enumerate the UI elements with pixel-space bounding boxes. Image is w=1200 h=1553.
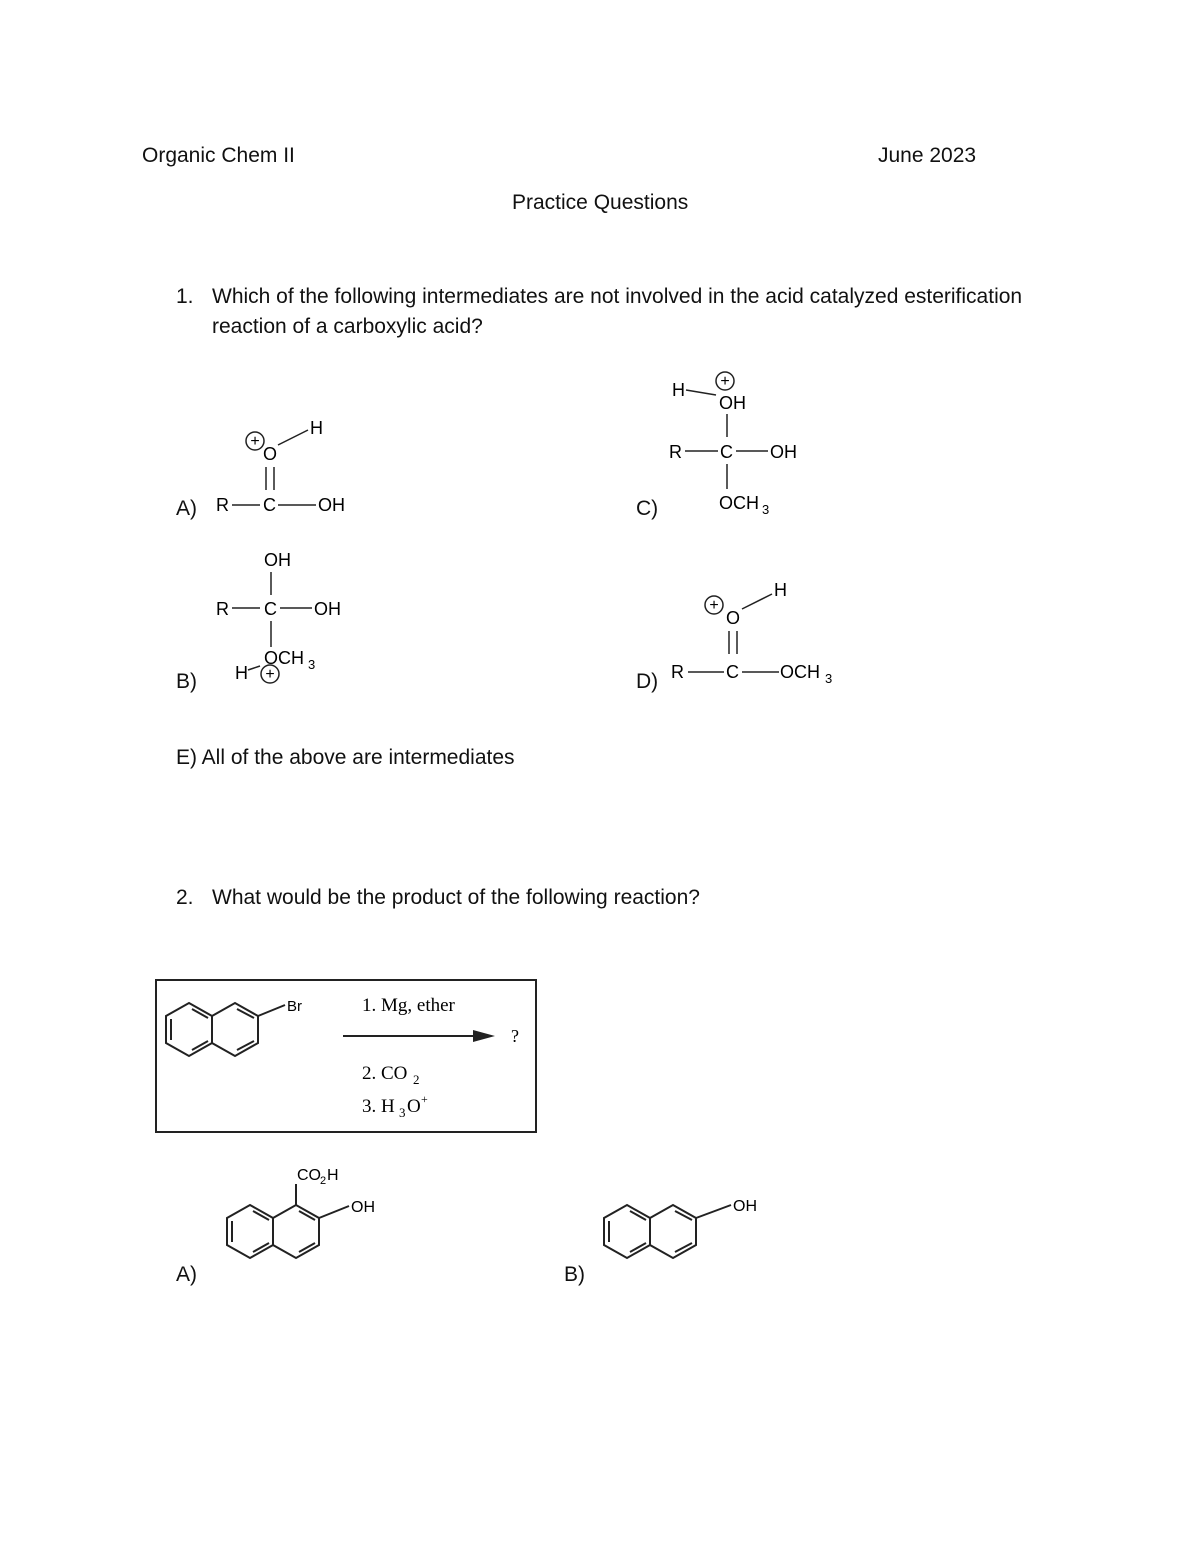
q2-option-a-label: A)	[176, 1263, 197, 1286]
atom-h: H	[672, 380, 685, 400]
atom-h: H	[235, 663, 248, 683]
charge-sign: +	[250, 433, 260, 450]
atom-r: R	[669, 442, 682, 462]
group-oh: OH	[351, 1199, 375, 1216]
product-unknown: ?	[511, 1026, 519, 1046]
atom-c: C	[720, 442, 733, 462]
atom-c: C	[726, 662, 739, 682]
q1-option-c-structure	[660, 365, 820, 525]
atom-h: H	[774, 580, 787, 600]
step-3-superscript: +	[421, 1092, 428, 1106]
atom-och3: OCH	[264, 648, 304, 668]
atom-oh: OH	[318, 495, 345, 515]
group-oh: OH	[733, 1198, 757, 1215]
page-title: Practice Questions	[512, 191, 689, 214]
q1-option-b-structure	[208, 545, 368, 690]
atom-br: Br	[287, 998, 302, 1015]
subscript-2: 2	[320, 1175, 327, 1187]
atom-r: R	[671, 662, 684, 682]
atom-c: C	[263, 495, 276, 515]
atom-och3: OCH	[780, 662, 820, 682]
charge-sign: +	[265, 666, 275, 683]
atom-och3: OCH	[719, 493, 759, 513]
bond	[248, 666, 260, 670]
atom-oh: OH	[770, 442, 797, 462]
atom-oh: OH	[264, 550, 291, 570]
q1-option-c-label: C)	[636, 497, 659, 520]
subscript-3: 3	[825, 671, 833, 686]
step-2: 2. CO	[362, 1063, 408, 1084]
q1-option-a-structure	[208, 410, 368, 530]
atom-oh: OH	[719, 393, 746, 413]
question-2-text: What would be the product of the following reaction?	[212, 886, 700, 909]
bond	[742, 594, 772, 609]
q1-option-d-label: D)	[636, 670, 659, 693]
bond	[686, 390, 716, 395]
group-co2h-h: H	[327, 1167, 339, 1184]
q1-option-b-label: B)	[176, 670, 197, 693]
reaction-scheme	[157, 981, 535, 1131]
q1-option-d-structure	[666, 574, 856, 694]
q1-option-a-label: A)	[176, 497, 197, 520]
step-3: 3. H	[362, 1096, 395, 1117]
subscript-3: 3	[308, 657, 316, 672]
atom-o: O	[263, 444, 278, 464]
charge-sign: +	[720, 373, 730, 390]
atom-c: C	[264, 599, 277, 619]
course-name: Organic Chem II	[142, 144, 295, 167]
charge-sign: +	[709, 597, 719, 614]
atom-o: O	[726, 608, 741, 628]
q2-option-b-structure	[595, 1185, 785, 1275]
arrow-head-icon	[473, 1030, 495, 1042]
atom-r: R	[216, 599, 229, 619]
atom-oh: OH	[314, 599, 341, 619]
step-3-o: O	[407, 1096, 421, 1117]
subscript-3: 3	[762, 502, 770, 517]
step-2-subscript: 2	[413, 1072, 420, 1087]
step-1: 1. Mg, ether	[362, 995, 455, 1016]
q1-option-e: E) All of the above are intermediates	[176, 746, 515, 769]
document-date: June 2023	[878, 144, 977, 167]
question-2-number: 2.	[176, 886, 194, 909]
q2-option-a-structure	[215, 1160, 395, 1275]
bond	[278, 430, 308, 445]
step-3-subscript: 3	[399, 1105, 406, 1120]
naphthalene-bromide-structure	[166, 1003, 285, 1056]
question-1-number: 1.	[176, 285, 194, 308]
atom-r: R	[216, 495, 229, 515]
question-1-text: Which of the following intermediates are not involved in the acid catalyzed esterification reaction of a carboxylic acid?	[212, 285, 1023, 338]
reaction-scheme-box	[155, 979, 537, 1133]
group-co2h: CO	[297, 1167, 321, 1184]
q2-option-b-label: B)	[564, 1263, 585, 1286]
atom-h: H	[310, 418, 323, 438]
